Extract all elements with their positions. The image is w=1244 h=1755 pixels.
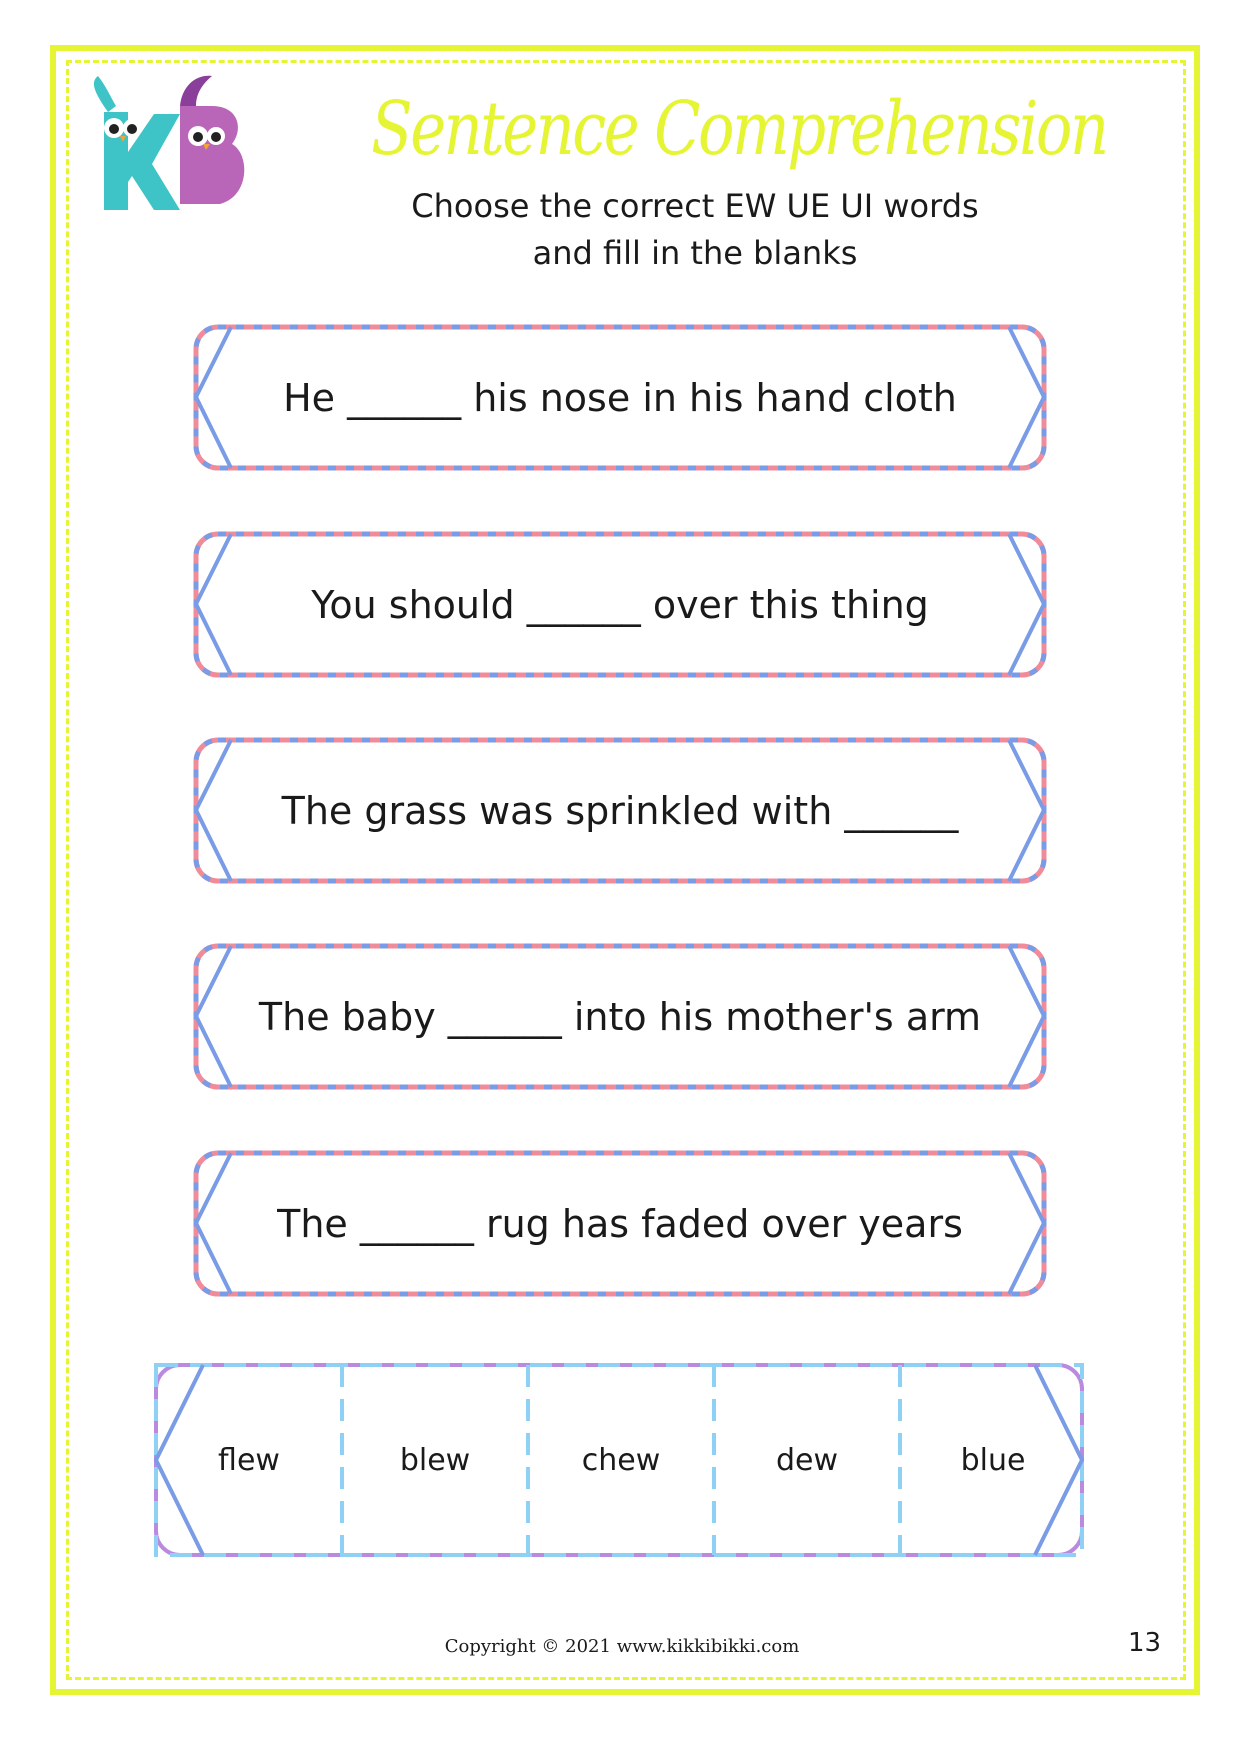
sentence-text: You should ______ over this thing: [311, 582, 929, 627]
sentence-box: [193, 943, 1047, 1090]
sentence-box: [193, 737, 1047, 884]
copyright-notice: Copyright © 2021 www.kikkibikki.com: [444, 1636, 800, 1657]
word-option: flew: [218, 1442, 280, 1478]
worksheet-title: Sentence Comprehension: [371, 86, 1107, 172]
sentence-text: The baby ______ into his mother's arm: [258, 994, 982, 1039]
word-option: blew: [399, 1442, 471, 1478]
word-option: chew: [581, 1442, 661, 1478]
kb-logo: [84, 72, 254, 212]
instruction-line-2: and fill in the blanks: [532, 234, 858, 272]
sentence-box: [193, 324, 1047, 471]
instruction-line-1: Choose the correct EW UE UI words: [411, 187, 979, 225]
page-number: 13: [1128, 1628, 1162, 1658]
sentence-box: [193, 531, 1047, 678]
sentence-text: The ______ rug has faded over years: [277, 1201, 963, 1246]
word-bank: [153, 1362, 1085, 1558]
sentence-text: The grass was sprinkled with ______: [281, 788, 959, 833]
word-option: dew: [775, 1442, 839, 1478]
sentence-text: He ______ his nose in his hand cloth: [283, 375, 957, 420]
sentence-box: [193, 1150, 1047, 1297]
word-option: blue: [960, 1442, 1026, 1478]
